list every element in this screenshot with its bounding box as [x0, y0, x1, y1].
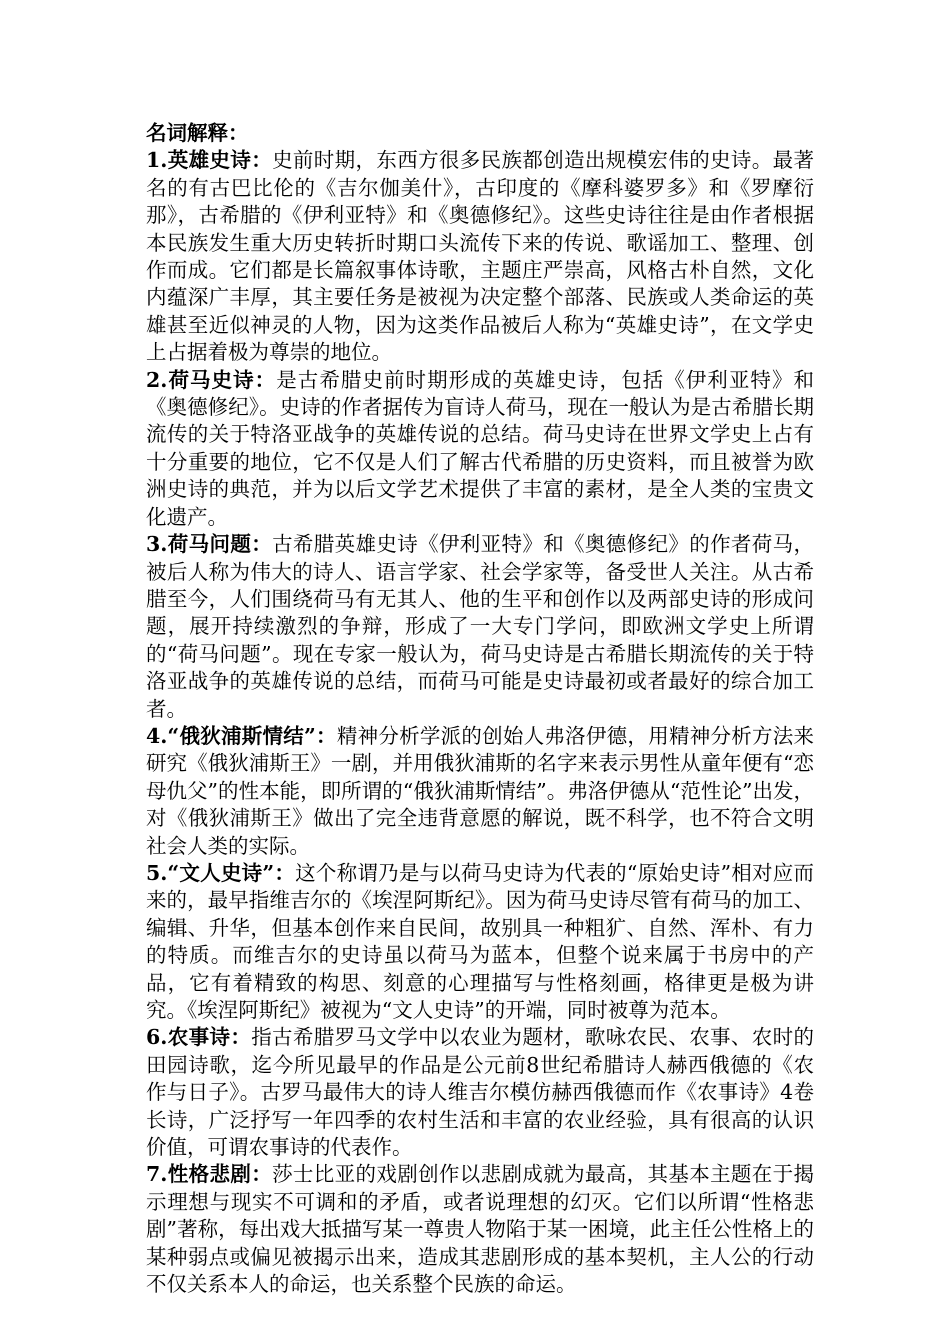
entry-body: 史前时期，东西方很多民族都创造出规模宏伟的史诗。最著名的有古巴比伦的《吉尔伽美什》，古印度的《摩科婆罗多》和《罗摩衍那》，古希腊的《伊利亚特》和《奥德修纪》。这些史诗往往是由作者根据本民族发生重大历史转折时期口头流传下来的传说、歌谣加工、整理、创作而成。它们都是长篇叙事体诗歌，主题庄严崇高，风格古朴自然，文化内蕴深广丰厚，其主要任务是被视为决定整个部落、民族或人类命运的英雄甚至近似神灵的人物，因为这类作品被后人称为“英雄史诗”，在文学史上占据着极为尊崇的地位。 [146, 148, 815, 365]
entry-body: 是古希腊史前时期形成的英雄史诗，包括《伊利亚特》和《奥德修纪》。史诗的作者据传为盲诗人荷马，现在一般认为是古希腊长期流传的关于特洛亚战争的英雄传说的总结。荷马史诗在世界文学史上占有十分重要的地位，它不仅是人们了解古代希腊的历史资料，而且被誉为欧洲史诗的典范，并为以后文学艺术提供了丰富的素材，是全人类的宝贵文化遗产。 [146, 367, 815, 529]
entry-homeric-epic [146, 367, 814, 531]
entry-heroic-epic [146, 147, 814, 366]
entry-body: 指古希腊罗马文学中以农业为题材，歌咏农民、农事、农时的田园诗歌，迄今所见最早的作品是公元前8世纪希腊诗人赫西俄德的《农作与日子》。古罗马最伟大的诗人维吉尔模仿赫西俄德而作《农事诗》4卷长诗，广泛抒写一年四季的农村生活和丰富的农业经验，具有很高的认识价值，可谓农事诗的代表作。 [146, 1025, 815, 1160]
entry-term: 6.农事诗： [146, 1025, 252, 1050]
entry-oedipus-complex [146, 723, 814, 860]
entry-character-tragedy [146, 1161, 814, 1298]
entry-body: 莎士比亚的戏剧创作以悲剧成就为最高，其基本主题在于揭示理想与现实不可调和的矛盾，或者说理想的幻灭。它们以所谓“性格悲剧”著称，每出戏大抵描写某一尊贵人物陷于某一困境，此主任公性格上的某种弱点或偏见被揭示出来，造成其悲剧形成的基本契机，主人公的行动不仅关系本人的命运，也关系整个民族的命运。 [146, 1162, 815, 1297]
document-heading: 名词解释： [146, 121, 249, 145]
entry-term: 1.英雄史诗： [146, 148, 273, 173]
entry-literary-epic [146, 860, 814, 1024]
document-page [146, 120, 814, 1298]
entry-term: 5.“文人史诗”： [146, 860, 296, 885]
entry-term: 7.性格悲剧： [146, 1162, 273, 1187]
entry-body: 古希腊英雄史诗《伊利亚特》和《奥德修纪》的作者荷马，被后人称为伟大的诗人、语言学家、社会学家等，备受世人关注。从古希腊至今，人们围绕荷马有无其人、他的生平和创作以及两部史诗的形成问题，展开持续激烈的争辩，形成了一大专门学问，即欧洲文学史上所谓的“荷马问题”。现在专家一般认为，荷马史诗是古希腊长期流传的关于特洛亚战争的英雄传说的总结，而荷马可能是史诗最初或者最好的综合加工者。 [146, 532, 815, 721]
entry-homeric-question [146, 531, 814, 723]
entry-term: 2.荷马史诗： [146, 367, 277, 392]
entry-term: 4.“俄狄浦斯情结”： [146, 723, 337, 748]
entry-body: 这个称谓乃是与以荷马史诗为代表的“原始史诗”相对应而来的，最早指维吉尔的《埃涅阿斯纪》。因为荷马史诗尽管有荷马的加工、编辑、升华，但基本创作来自民间，故别具一种粗犷、自然、浑朴、有力的特质。而维吉尔的史诗虽以荷马为蓝本，但整个说来属于书房中的产品，它有着精致的构思、刻意的心理描写与性格刻画，格律更是极为讲究。《埃涅阿斯纪》被视为“文人史诗”的开端，同时被尊为范本。 [146, 860, 814, 1022]
entry-georgic-poetry [146, 1024, 814, 1161]
entry-term: 3.荷马问题： [146, 532, 273, 557]
entry-body: 精神分析学派的创始人弗洛伊德，用精神分析方法来研究《俄狄浦斯王》一剧，并用俄狄浦斯的名字来表示男性从童年便有“恋母仇父”的性本能，即所谓的“俄狄浦斯情结”。弗洛伊德从“范性论”出发，对《俄狄浦斯王》做出了完全违背意愿的解说，既不科学，也不符合文明社会人类的实际。 [146, 723, 814, 858]
